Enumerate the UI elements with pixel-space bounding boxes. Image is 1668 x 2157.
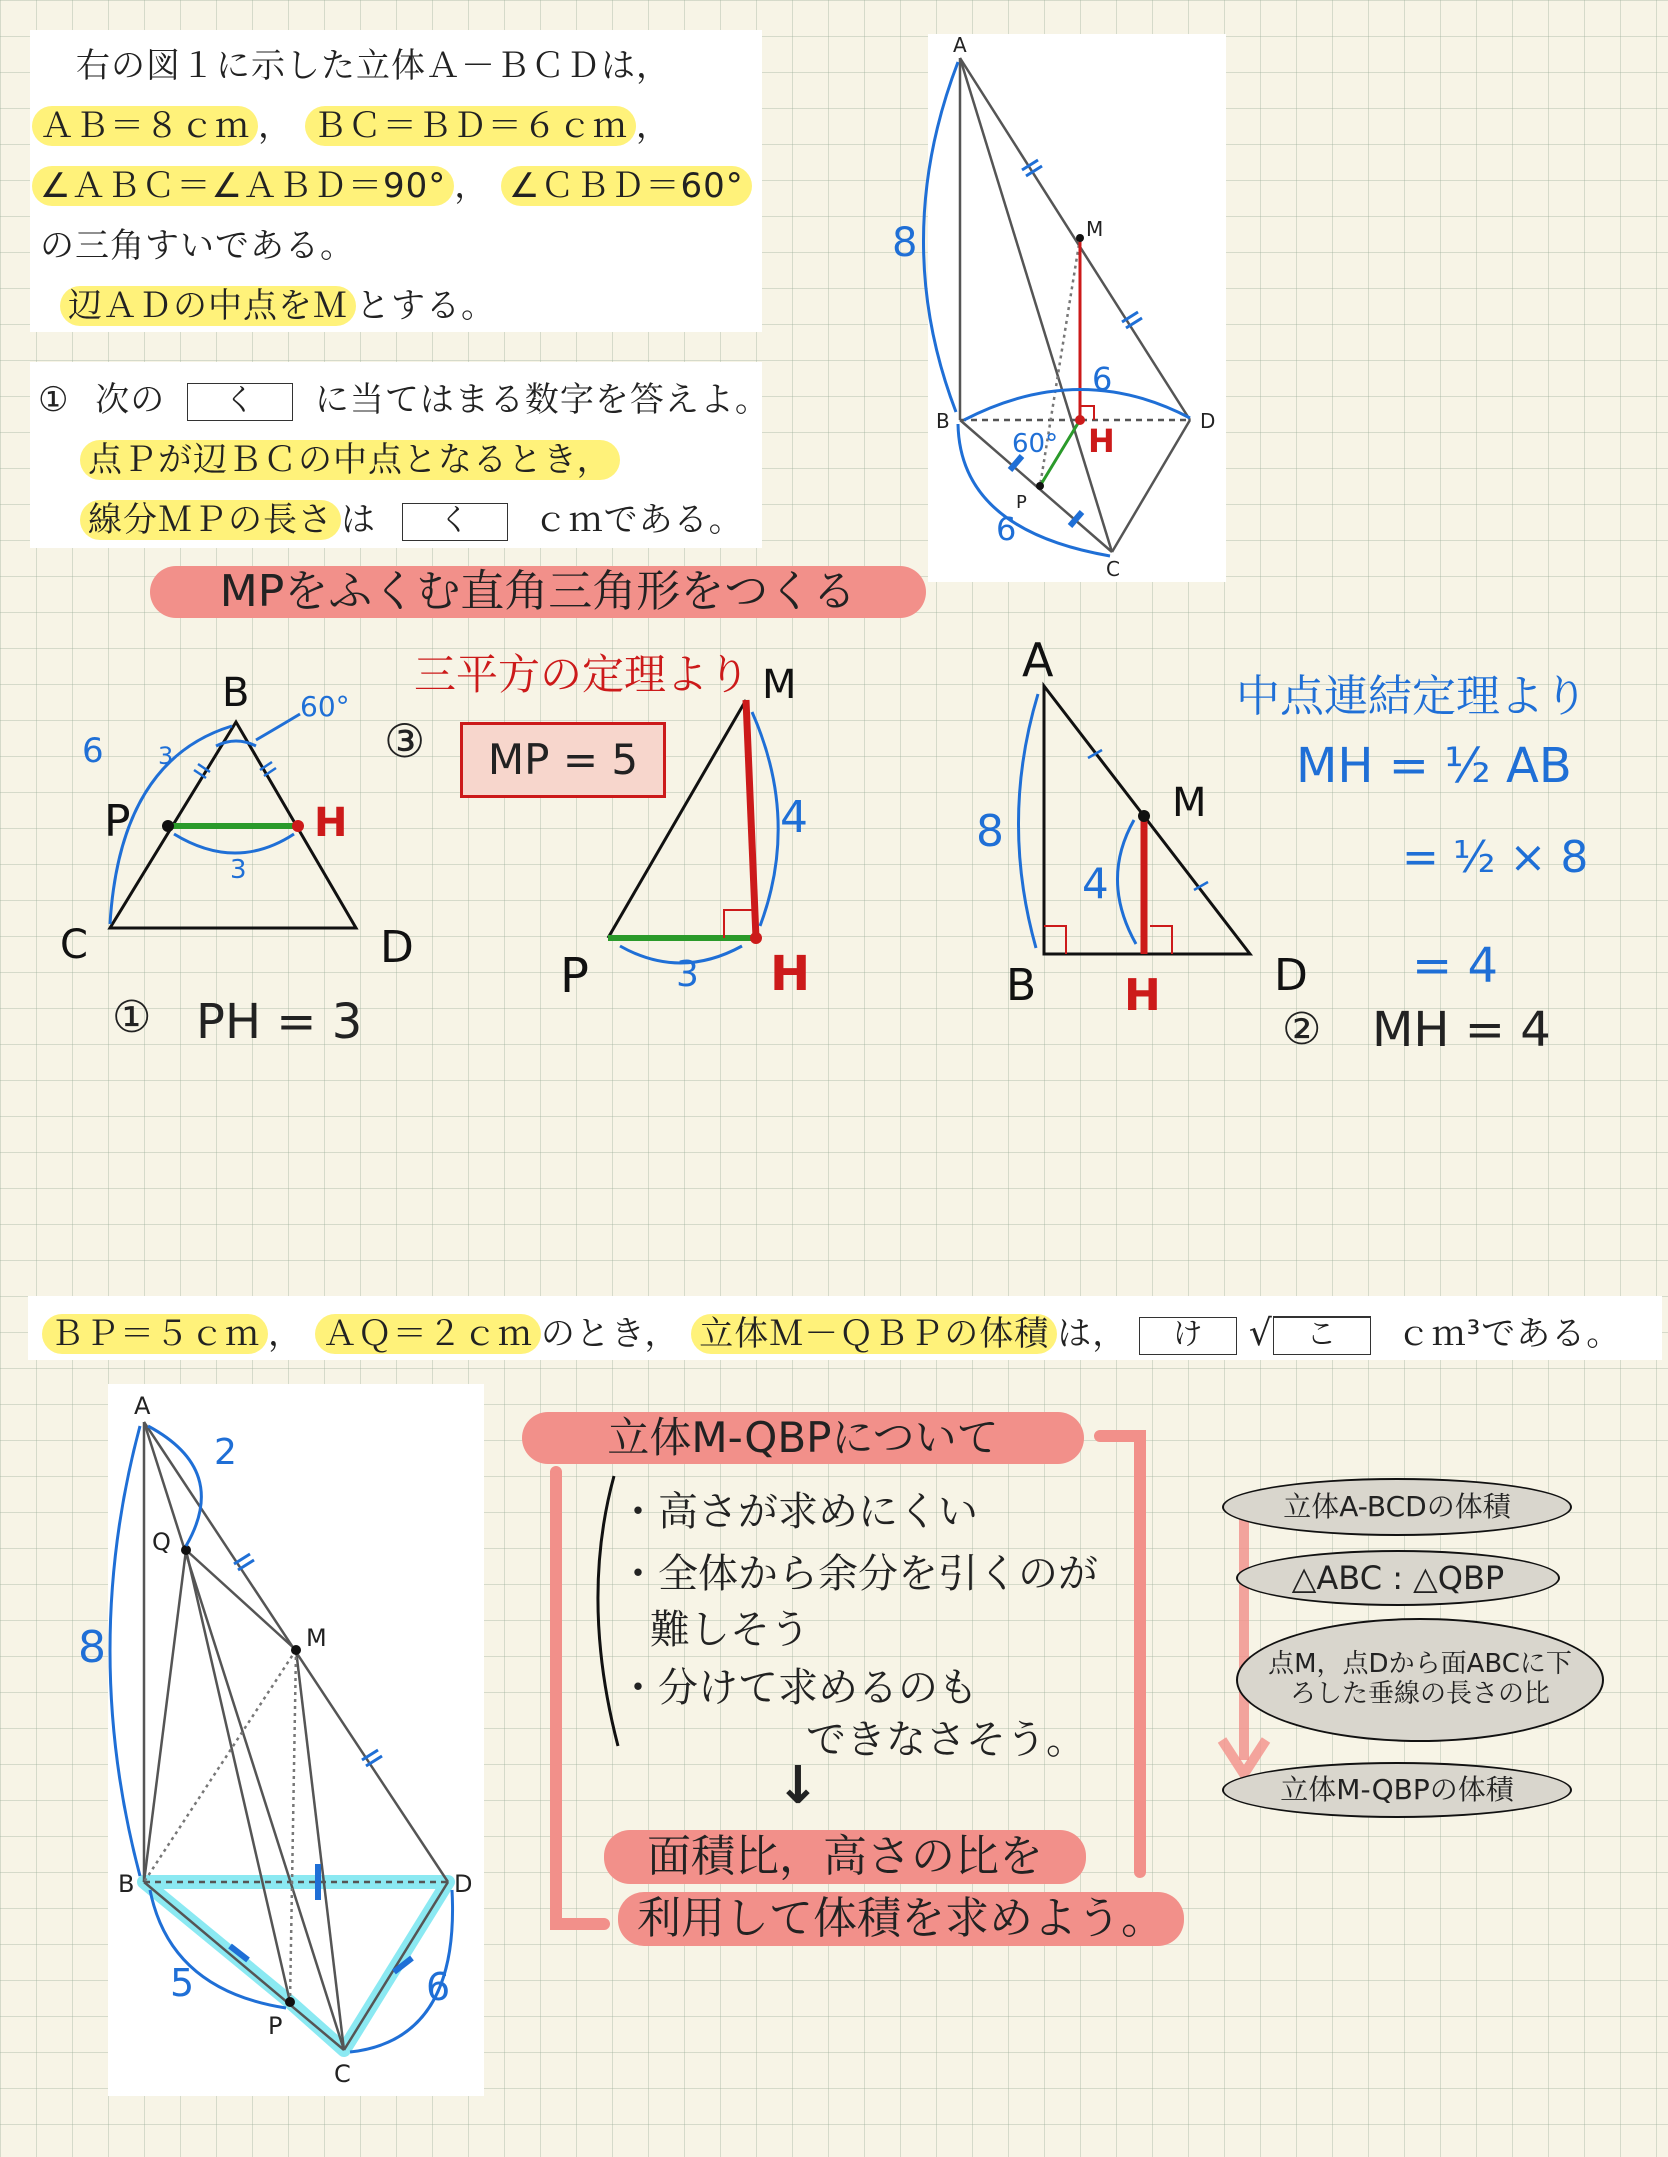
angle-label-60: 60°: [1012, 429, 1059, 459]
step-oval-1: 立体A-BCDの体積: [1222, 1478, 1572, 1536]
highlight-midpoint: 辺ＡＤの中点をＭ: [60, 286, 356, 326]
answer-blank-ke: け: [1139, 1317, 1237, 1355]
down-arrow-icon: ↓: [776, 1756, 820, 1816]
answer-blank-ko: こ: [1273, 1316, 1371, 1355]
vertex-label-a: A: [953, 33, 967, 57]
vertex-label-m: M: [1086, 217, 1104, 241]
fig1-angle-60: 60°: [300, 690, 350, 723]
vertex-label-p: P: [1016, 492, 1027, 513]
bottom-length-5: 5: [170, 1961, 195, 2005]
sqrt-sign: √: [1248, 1313, 1273, 1354]
fig1-length-6: 6: [82, 731, 104, 771]
fig1-label-h: H: [314, 800, 348, 846]
banner-make-right-triangle: MPをふくむ直角三角形をつくる: [150, 566, 926, 618]
fig1-length-3: 3: [158, 742, 174, 770]
fig3-heading: 中点連結定理より: [1236, 671, 1588, 722]
fig1-label-d: D: [380, 922, 414, 973]
length-label-6b: 6: [996, 510, 1017, 548]
bottom-length-6: 6: [426, 1965, 451, 2009]
fig1-label-b: B: [222, 670, 250, 716]
fig3-label-d: D: [1274, 950, 1308, 1001]
note-bullet-2b: 難しそう: [650, 1607, 810, 1653]
fig3-label-h: H: [1124, 970, 1161, 1021]
midpoint-tail: とする。: [356, 286, 496, 326]
bottom-length-2: 2: [214, 1432, 237, 1473]
highlight-solid: 立体Ｍ－ＱＢＰの体積: [691, 1314, 1057, 1354]
bottom-vertex-label-a: A: [134, 1392, 151, 1420]
conclusion-line1: 面積比，高さの比を: [604, 1830, 1086, 1884]
q1-number: ①: [38, 380, 70, 420]
fig2-circle-number: ③: [384, 714, 426, 768]
q2-notoki: のとき，: [540, 1314, 680, 1354]
fig2-label-m: M: [762, 662, 797, 708]
step-oval-2: △ABC : △QBP: [1236, 1550, 1560, 1606]
fig1-length-3b: 3: [230, 855, 247, 885]
fig2-label-h: H: [770, 946, 811, 1002]
length-label-6: 6: [1092, 360, 1113, 398]
bottom-vertex-label-m: M: [306, 1624, 327, 1652]
highlight-condition: 点Ｐが辺ＢＣの中点となるとき，: [80, 440, 620, 480]
bottom-vertex-label-c: C: [334, 2060, 351, 2088]
note-bullet-1: ・高さが求めにくい: [618, 1489, 978, 1535]
bottom-vertex-label-b: B: [118, 1870, 135, 1898]
highlight-bcbd: ＢＣ＝ＢＤ＝６ｃｍ: [305, 106, 636, 146]
q1-ask-wa: は: [341, 500, 376, 540]
highlight-bp: ＢＰ＝５ｃｍ: [42, 1314, 268, 1354]
problem-line1: 右の図１に示した立体Ａ－ＢＣＤは，: [76, 46, 671, 86]
bottom-length-8: 8: [78, 1622, 106, 1673]
mp-result-box: MP = 5: [460, 722, 666, 798]
note-bullet-2: ・全体から余分を引くのが: [618, 1551, 1098, 1597]
fig3-calc2: = ½ × 8: [1402, 832, 1589, 883]
bottom-vertex-label-p: P: [268, 2012, 283, 2040]
fig3-label-a: A: [1022, 633, 1054, 687]
fig2-heading: 三平方の定理より: [414, 650, 751, 699]
q1-prefix: 次の: [95, 380, 166, 420]
comma: ，: [258, 106, 293, 146]
fig3-label-b: B: [1006, 960, 1037, 1011]
fig2-label-p: P: [560, 948, 589, 1004]
problem-line4: の三角すいである。: [40, 226, 355, 266]
bottom-vertex-label-q: Q: [152, 1528, 171, 1556]
step-oval-4: 立体M-QBPの体積: [1222, 1762, 1572, 1818]
highlight-ask: 線分ＭＰの長さ: [80, 500, 341, 540]
highlight-aq: ＡＱ＝２ｃｍ: [315, 1314, 541, 1354]
answer-blank-ku: く: [187, 383, 293, 421]
note-bullet-3b: できなさそう。: [806, 1717, 1086, 1763]
highlight-cbd: ∠ＣＢＤ＝60°: [501, 166, 752, 206]
q2-unit: ｃｍ³である。: [1396, 1314, 1622, 1354]
highlight-angles: ∠ＡＢＣ＝∠ＡＢＤ＝90°: [32, 166, 454, 206]
fig2-length-4: 4: [780, 792, 808, 843]
point-label-h: H: [1088, 422, 1115, 460]
highlight-ab: ＡＢ＝８ｃｍ: [32, 106, 258, 146]
notes-title: 立体M-QBPについて: [522, 1412, 1084, 1464]
q2-wa: は，: [1057, 1314, 1128, 1354]
fig1-result: PH = 3: [196, 994, 363, 1050]
fig2-length-3: 3: [676, 954, 699, 995]
comma: ，: [268, 1314, 303, 1354]
bottom-vertex-label-d: D: [454, 1870, 473, 1898]
note-bullet-3: ・分けて求めるのも: [618, 1665, 978, 1711]
fig3-result-number: ②: [1282, 1004, 1322, 1055]
q1-unit: ｃｍである。: [533, 500, 744, 540]
step-oval-3: 点M，点Dから面ABCに下ろした垂線の長さの比: [1236, 1618, 1604, 1742]
fig1-label-c: C: [60, 922, 88, 968]
fig1-label-p: P: [104, 796, 131, 847]
answer-blank-ku-2: く: [402, 503, 508, 541]
fig3-length-4: 4: [1082, 859, 1109, 908]
fig1-result-number: ①: [112, 992, 152, 1043]
comma: ，: [635, 106, 671, 146]
q1-suffix: に当てはまる数字を答えよ。: [314, 380, 770, 420]
fig3-length-8: 8: [976, 806, 1004, 857]
fig3-calc1: MH = ½ AB: [1296, 738, 1572, 794]
fig3-result: MH = 4: [1372, 1002, 1551, 1058]
comma: ，: [454, 166, 490, 206]
fig3-label-m: M: [1172, 780, 1207, 826]
fig3-calc3: = 4: [1412, 938, 1499, 994]
conclusion-line2: 利用して体積を求めよう。: [618, 1892, 1184, 1946]
length-label-8: 8: [892, 220, 918, 266]
vertex-label-c: C: [1106, 557, 1120, 581]
vertex-label-d: D: [1200, 409, 1216, 433]
vertex-label-b: B: [936, 409, 950, 433]
